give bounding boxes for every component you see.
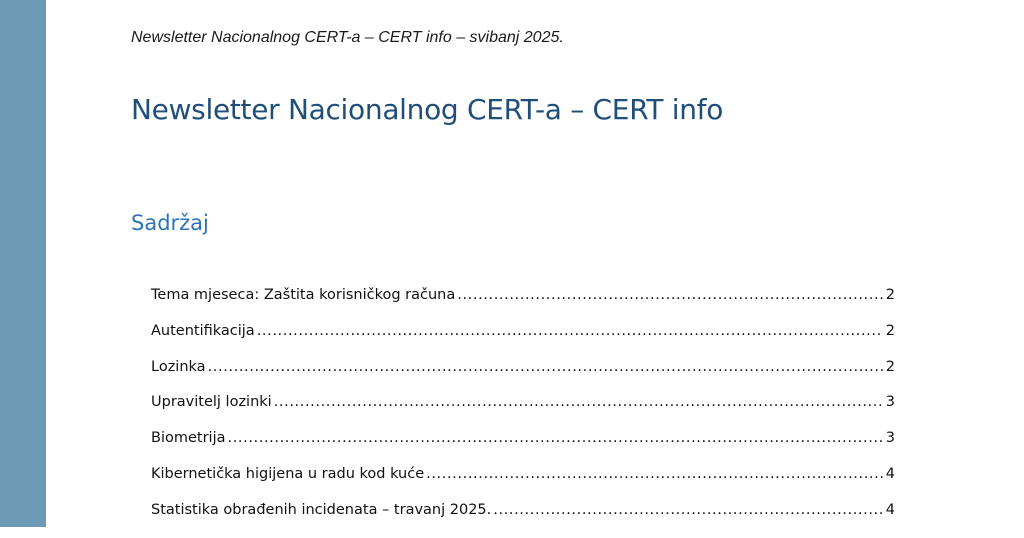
toc-entry[interactable]: [151, 287, 895, 323]
toc-entry[interactable]: [151, 502, 895, 538]
toc-entry-label: Biometrija: [151, 430, 226, 447]
toc-entry-page: 2: [885, 322, 895, 339]
toc-dot-leader: [257, 323, 883, 339]
toc-entry-label: Lozinka: [151, 358, 206, 375]
toc-dot-leader: [274, 394, 883, 410]
toc-entry-label: Statistika obrađenih incidenata – travanj 2025.: [151, 501, 492, 518]
toc-dot-leader: [227, 430, 883, 446]
toc-entry-page: 3: [885, 430, 895, 447]
left-margin-bar: [0, 0, 46, 527]
toc-dot-leader: [426, 466, 883, 482]
toc-entry[interactable]: [151, 430, 895, 466]
toc-entry-page: 2: [885, 287, 895, 303]
toc-heading: Sadržaj: [131, 211, 209, 235]
toc-entry-page: 4: [885, 501, 895, 518]
toc-entry[interactable]: [151, 359, 895, 395]
toc-entry-page: 3: [885, 394, 895, 411]
toc-entry-label: Kibernetička higijena u radu kod kuće: [151, 465, 425, 482]
document-title: Newsletter Nacionalnog CERT-a – CERT info: [131, 93, 724, 126]
toc-entry-label: Autentifikacija: [151, 322, 255, 339]
toc-entry[interactable]: [151, 394, 895, 430]
toc-entry-page: 2: [885, 358, 895, 375]
running-header: Newsletter Nacionalnog CERT-a – CERT info – svibanj 2025.: [131, 29, 564, 46]
toc-dot-leader: [457, 287, 883, 303]
toc-dot-leader: [208, 359, 883, 375]
toc-entry-page: 4: [885, 465, 895, 482]
document-page: [46, 0, 1024, 527]
table-of-contents: [151, 287, 895, 538]
toc-entry-label: Upravitelj lozinki: [151, 394, 272, 411]
toc-dot-leader: [493, 502, 883, 518]
toc-entry[interactable]: [151, 466, 895, 502]
toc-entry-label: Tema mjeseca: Zaštita korisničkog računa: [151, 287, 456, 303]
toc-entry[interactable]: [151, 323, 895, 359]
